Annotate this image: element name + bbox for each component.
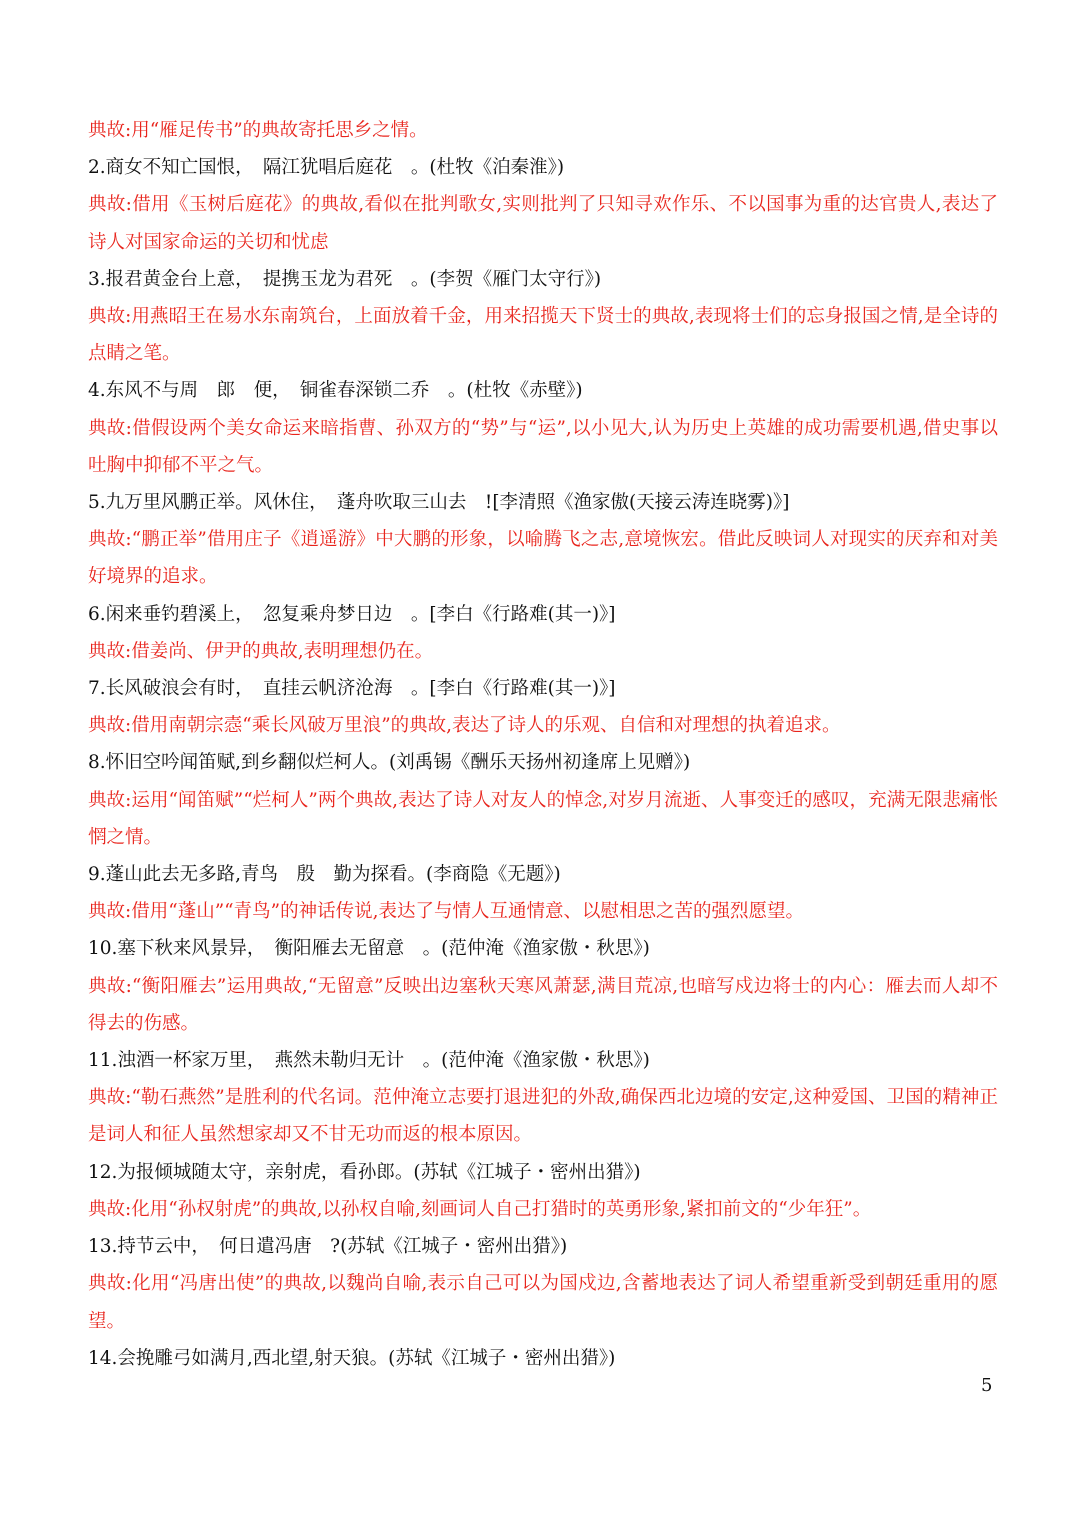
poem-item: 8.怀旧空吟闻笛赋,到乡翻似烂柯人。(刘禹锡《酬乐天扬州初逢席上见赠》) <box>88 752 691 774</box>
page-number: 5 <box>981 1375 993 1396</box>
poem-item: 9.蓬山此去无多路,青鸟 殷 勤为探看。(李商隐《无题》) <box>88 864 561 886</box>
allusion-note: 典故:借姜尚、伊尹的典故,表明理想仍在。 <box>88 640 434 662</box>
allusion-note: 典故:用“雁足传书”的典故寄托思乡之情。 <box>88 120 428 141</box>
allusion-note: 典故:运用“闻笛赋”“烂柯人”两个典故,表达了诗人对友人的悼念,对岁月流逝、人事变迁的感叹，充满无限悲痛怅惘之情。 <box>88 789 998 848</box>
poem-item: 6.闲来垂钓碧溪上， 忽复乘舟梦日边 。[李白《行路难(其一)》] <box>88 603 616 625</box>
poem-item: 3.报君黄金台上意， 提携玉龙为君死 。(李贺《雁门太守行》) <box>88 268 602 290</box>
allusion-note: 典故:化用“冯唐出使”的典故,以魏尚自喻,表示自己可以为国戍边,含蓄地表达了词人希望重新受到朝廷重用的愿望。 <box>88 1273 998 1332</box>
poem-item: 10.塞下秋来风景异， 衡阳雁去无留意 。(范仲淹《渔家傲・秋思》) <box>88 938 650 960</box>
document-content <box>88 112 998 1377</box>
poem-item: 11.浊酒一杯家万里， 燕然未勒归无计 。(范仲淹《渔家傲・秋思》) <box>88 1050 650 1072</box>
poem-item: 13.持节云中， 何日遣冯唐 ?(苏轼《江城子・密州出猎》) <box>88 1236 568 1258</box>
allusion-note: 典故:借用南朝宗悫“乘长风破万里浪”的典故,表达了诗人的乐观、自信和对理想的执着追求。 <box>88 715 841 737</box>
allusion-note: 典故:“勒石燕然”是胜利的代名词。范仲淹立志要打退进犯的外敌,确保西北边境的安定,这种爱国、卫国的精神正是词人和征人虽然想家却又不甘无功而返的根本原因。 <box>88 1087 998 1146</box>
allusion-note: 典故:用燕昭王在易水东南筑台，上面放着千金，用来招揽天下贤士的典故,表现将士们的忘身报国之情,是全诗的点睛之笔。 <box>88 306 998 365</box>
poem-item: 5.九万里风鹏正举。风休住， 蓬舟吹取三山去 ![李清照《渔家傲(天接云涛连晓雾)》] <box>88 492 790 514</box>
allusion-note: 典故:借用“蓬山”“青鸟”的神话传说,表达了与情人互通情意、以慰相思之苦的强烈愿望。 <box>88 901 804 923</box>
allusion-note: 典故:“衡阳雁去”运用典故,“无留意”反映出边塞秋天寒风萧瑟,满目荒凉,也暗写戍边将士的内心：雁去而人却不得去的伤感。 <box>88 975 998 1034</box>
poem-item: 12.为报倾城随太守，亲射虎，看孙郎。(苏轼《江城子・密州出猎》) <box>88 1161 641 1183</box>
poem-item: 2.商女不知亡国恨， 隔江犹唱后庭花 。(杜牧《泊秦淮》) <box>88 157 565 179</box>
allusion-note: 典故:“鹏正举”借用庄子《逍遥游》中大鹏的形象，以喻腾飞之志,意境恢宏。借此反映词人对现实的厌弃和对美好境界的追求。 <box>88 529 998 588</box>
allusion-note: 典故:借假设两个美女命运来暗指曹、孙双方的“势”与“运”,以小见大,认为历史上英雄的成功需要机遇,借史事以吐胸中抑郁不平之气。 <box>88 417 998 476</box>
poem-item: 14.会挽雕弓如满月,西北望,射天狼。(苏轼《江城子・密州出猎》) <box>88 1347 616 1369</box>
allusion-note: 典故:化用“孙权射虎”的典故,以孙权自喻,刻画词人自己打猎时的英勇形象,紧扣前文的“少年狂”。 <box>88 1198 872 1220</box>
poem-item: 7.长风破浪会有时， 直挂云帆济沧海 。[李白《行路难(其一)》] <box>88 678 616 700</box>
poem-item: 4.东风不与周 郎 便， 铜雀春深锁二乔 。(杜牧《赤壁》) <box>88 380 583 402</box>
allusion-note: 典故:借用《玉树后庭花》的典故,看似在批判歌女,实则批判了只知寻欢作乐、不以国事为重的达官贵人,表达了诗人对国家命运的关切和忧虑 <box>88 194 998 253</box>
